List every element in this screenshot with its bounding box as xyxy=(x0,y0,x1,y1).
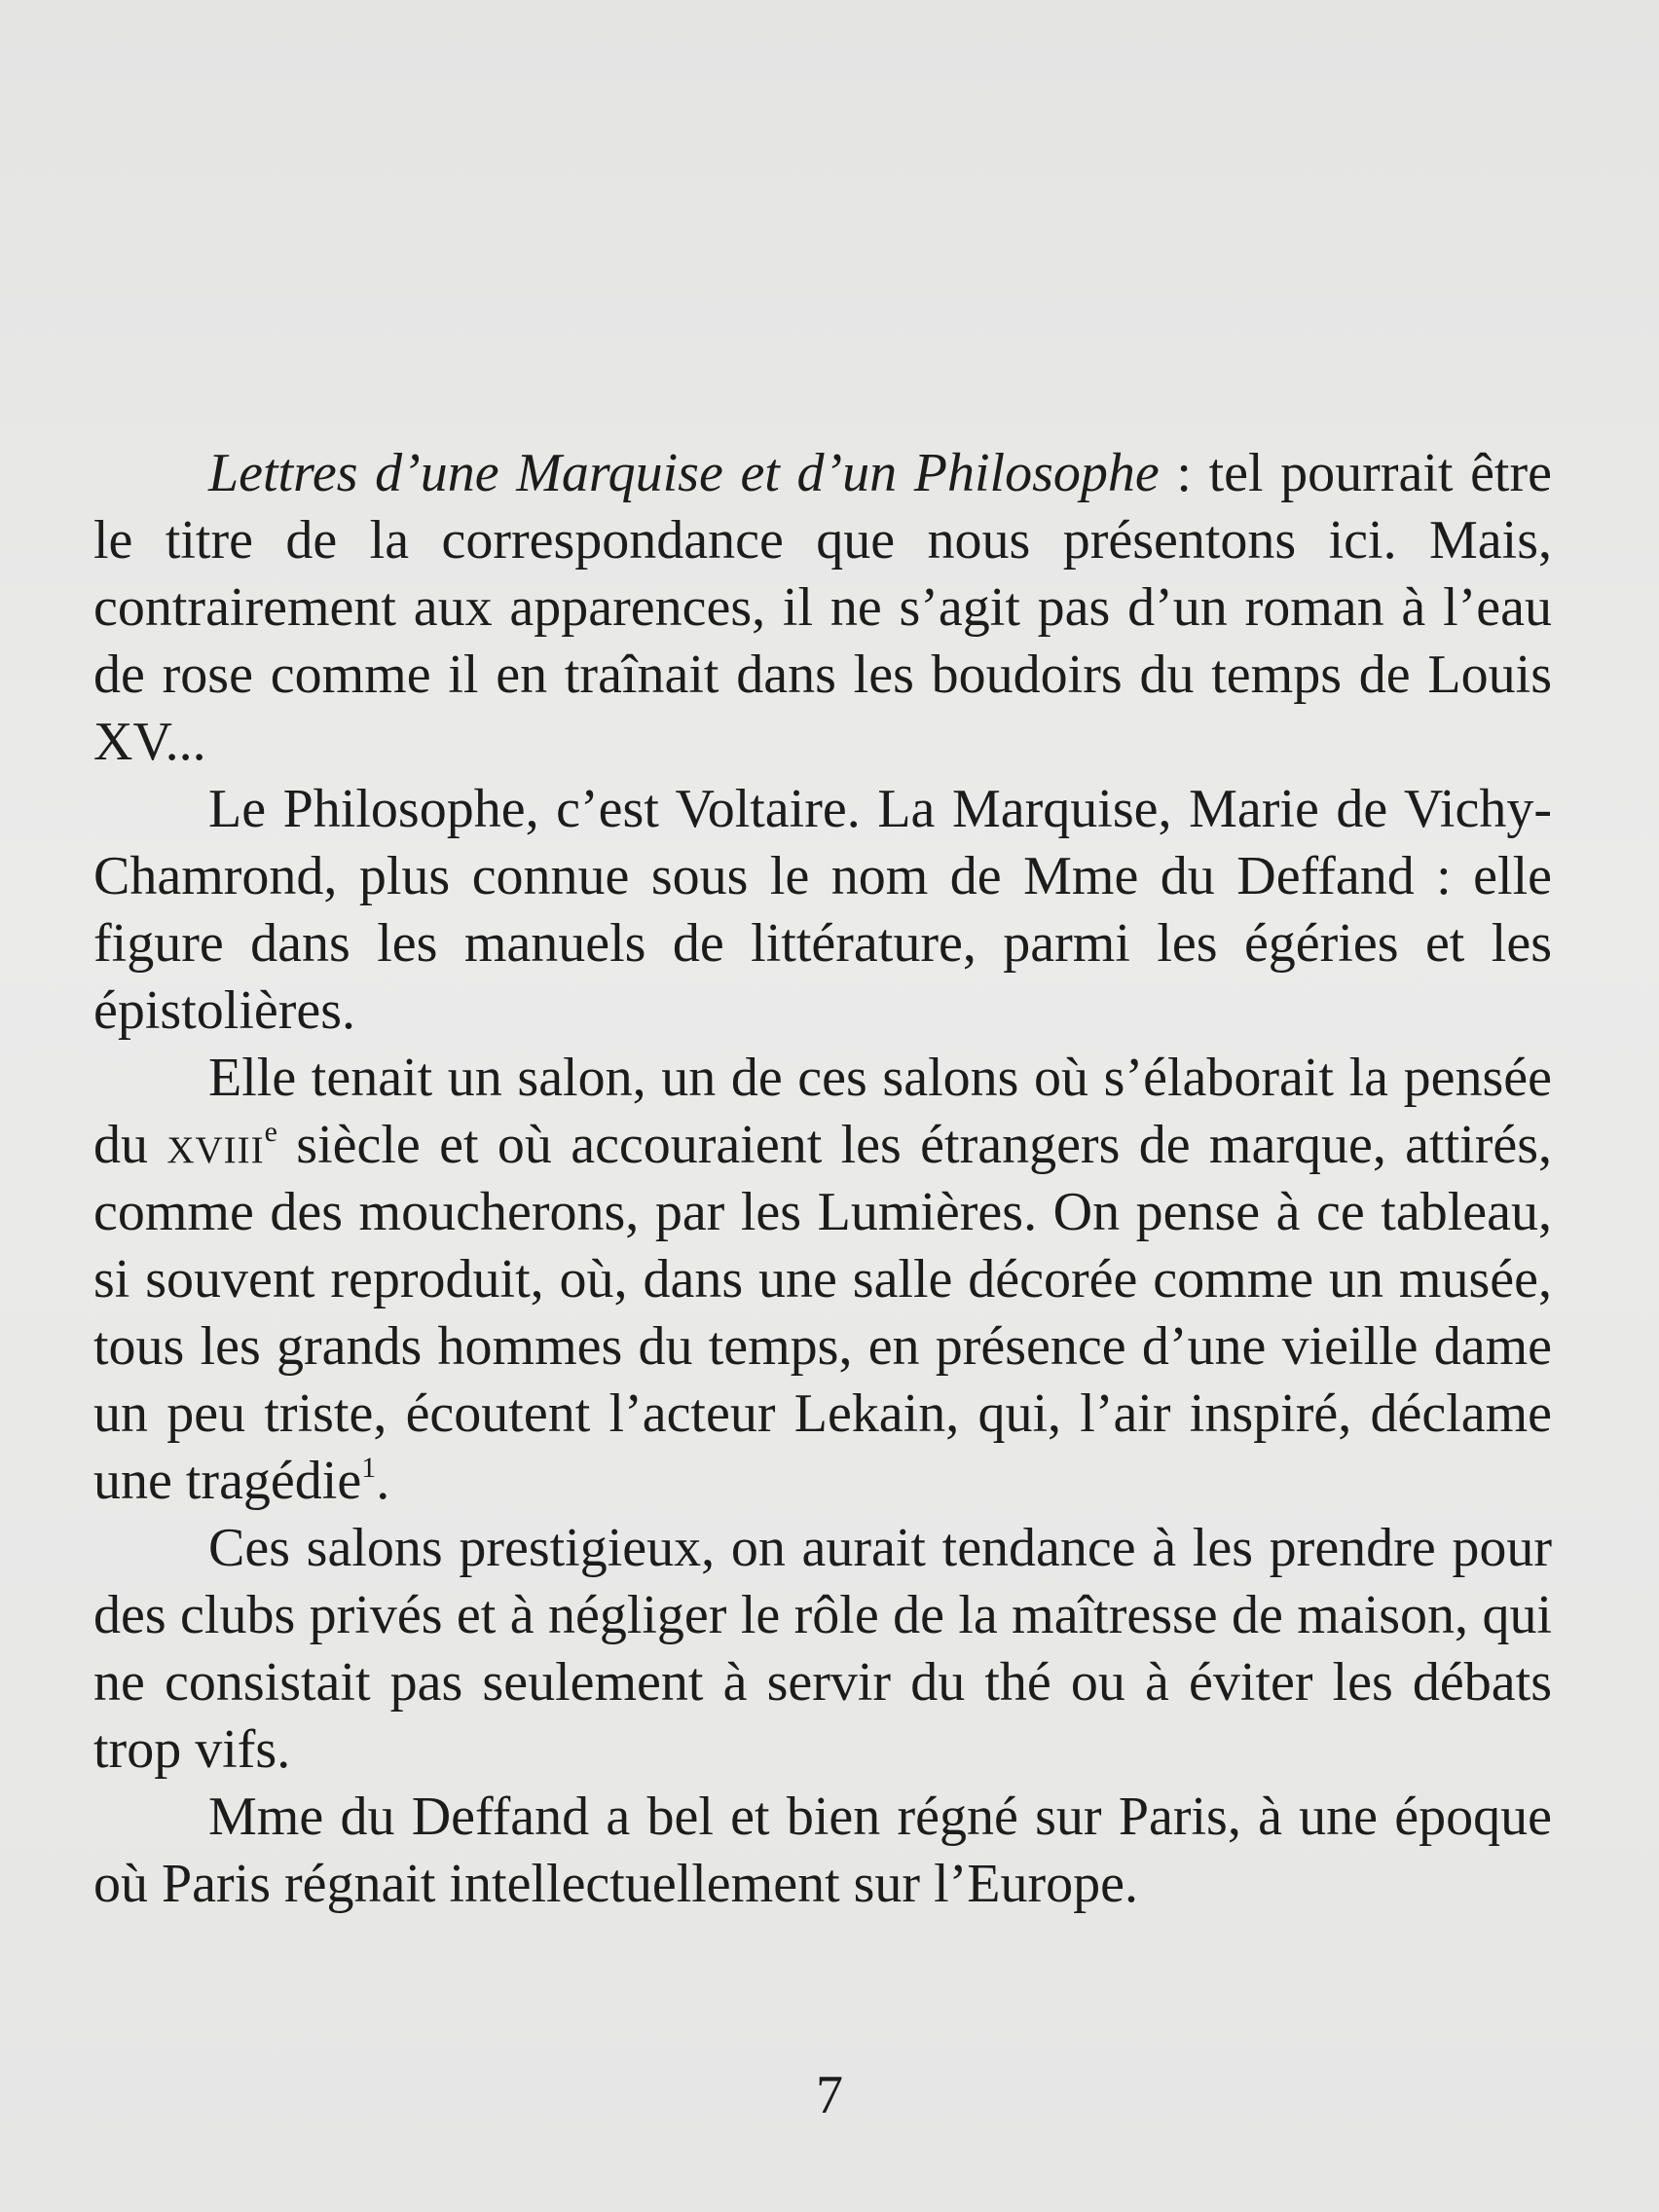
paragraph-4-text: Ces salons prestigieux, on aurait tendance à les prendre pour des clubs privés et à négliger le rôle de la maîtresse de maison, qui ne consistait pas seulement à servir du thé ou à éviter les débats trop vifs. xyxy=(93,1518,1552,1780)
paragraph-1 xyxy=(93,440,1552,776)
paragraph-3-period: . xyxy=(376,1451,390,1511)
paragraph-2 xyxy=(93,776,1552,1045)
paragraph-5-text: Mme du Deffand a bel et bien régné sur Paris, à une époque où Paris régnait intellectuellement sur l’Europe. xyxy=(93,1787,1552,1914)
century-superscript: e xyxy=(264,1116,277,1148)
century-numeral: xviii xyxy=(166,1115,265,1175)
paragraph-2-text: Le Philosophe, c’est Voltaire. La Marquise, Marie de Vichy-Chamrond, plus connue sous le nom de Mme du Deffand : elle figure dans les manuels de littérature, parmi les égéries et les épistolières. xyxy=(93,779,1552,1041)
book-title-italic: Lettres d’une Marquise et d’un Philosophe xyxy=(208,443,1160,503)
footnote-reference: 1 xyxy=(361,1452,377,1484)
reverse-page-bleed-through xyxy=(93,0,1564,68)
paragraph-3-text-start: Elle tenait un salon, un de ces salons où s’élaborait la pensée du xyxy=(93,1048,1552,1175)
paragraph-1-text: : tel pourrait être le titre de la correspondance que nous présentons ici. Mais, contrairement aux apparences, il ne s’agit pas d’un roman à l’eau de rose comme il en traînait dans les boudoirs du temps de Louis XV... xyxy=(93,443,1552,772)
page-number: 7 xyxy=(816,2065,843,2125)
paragraph-4 xyxy=(93,1515,1552,1784)
paragraph-3 xyxy=(93,1045,1552,1515)
page-body xyxy=(93,440,1552,1918)
paragraph-5 xyxy=(93,1784,1552,1918)
paragraph-3-text-end: siècle et où accouraient les étrangers de marque, attirés, comme des moucherons, par les Lumières. On pense à ce tableau, si souvent reproduit, où, dans une salle décorée comme un musée, tous les grands hommes du temps, en présence d’une vieille dame un peu triste, écoutent l’acteur Lekain, qui, l’air inspiré, déclame une tragédie xyxy=(93,1115,1552,1511)
